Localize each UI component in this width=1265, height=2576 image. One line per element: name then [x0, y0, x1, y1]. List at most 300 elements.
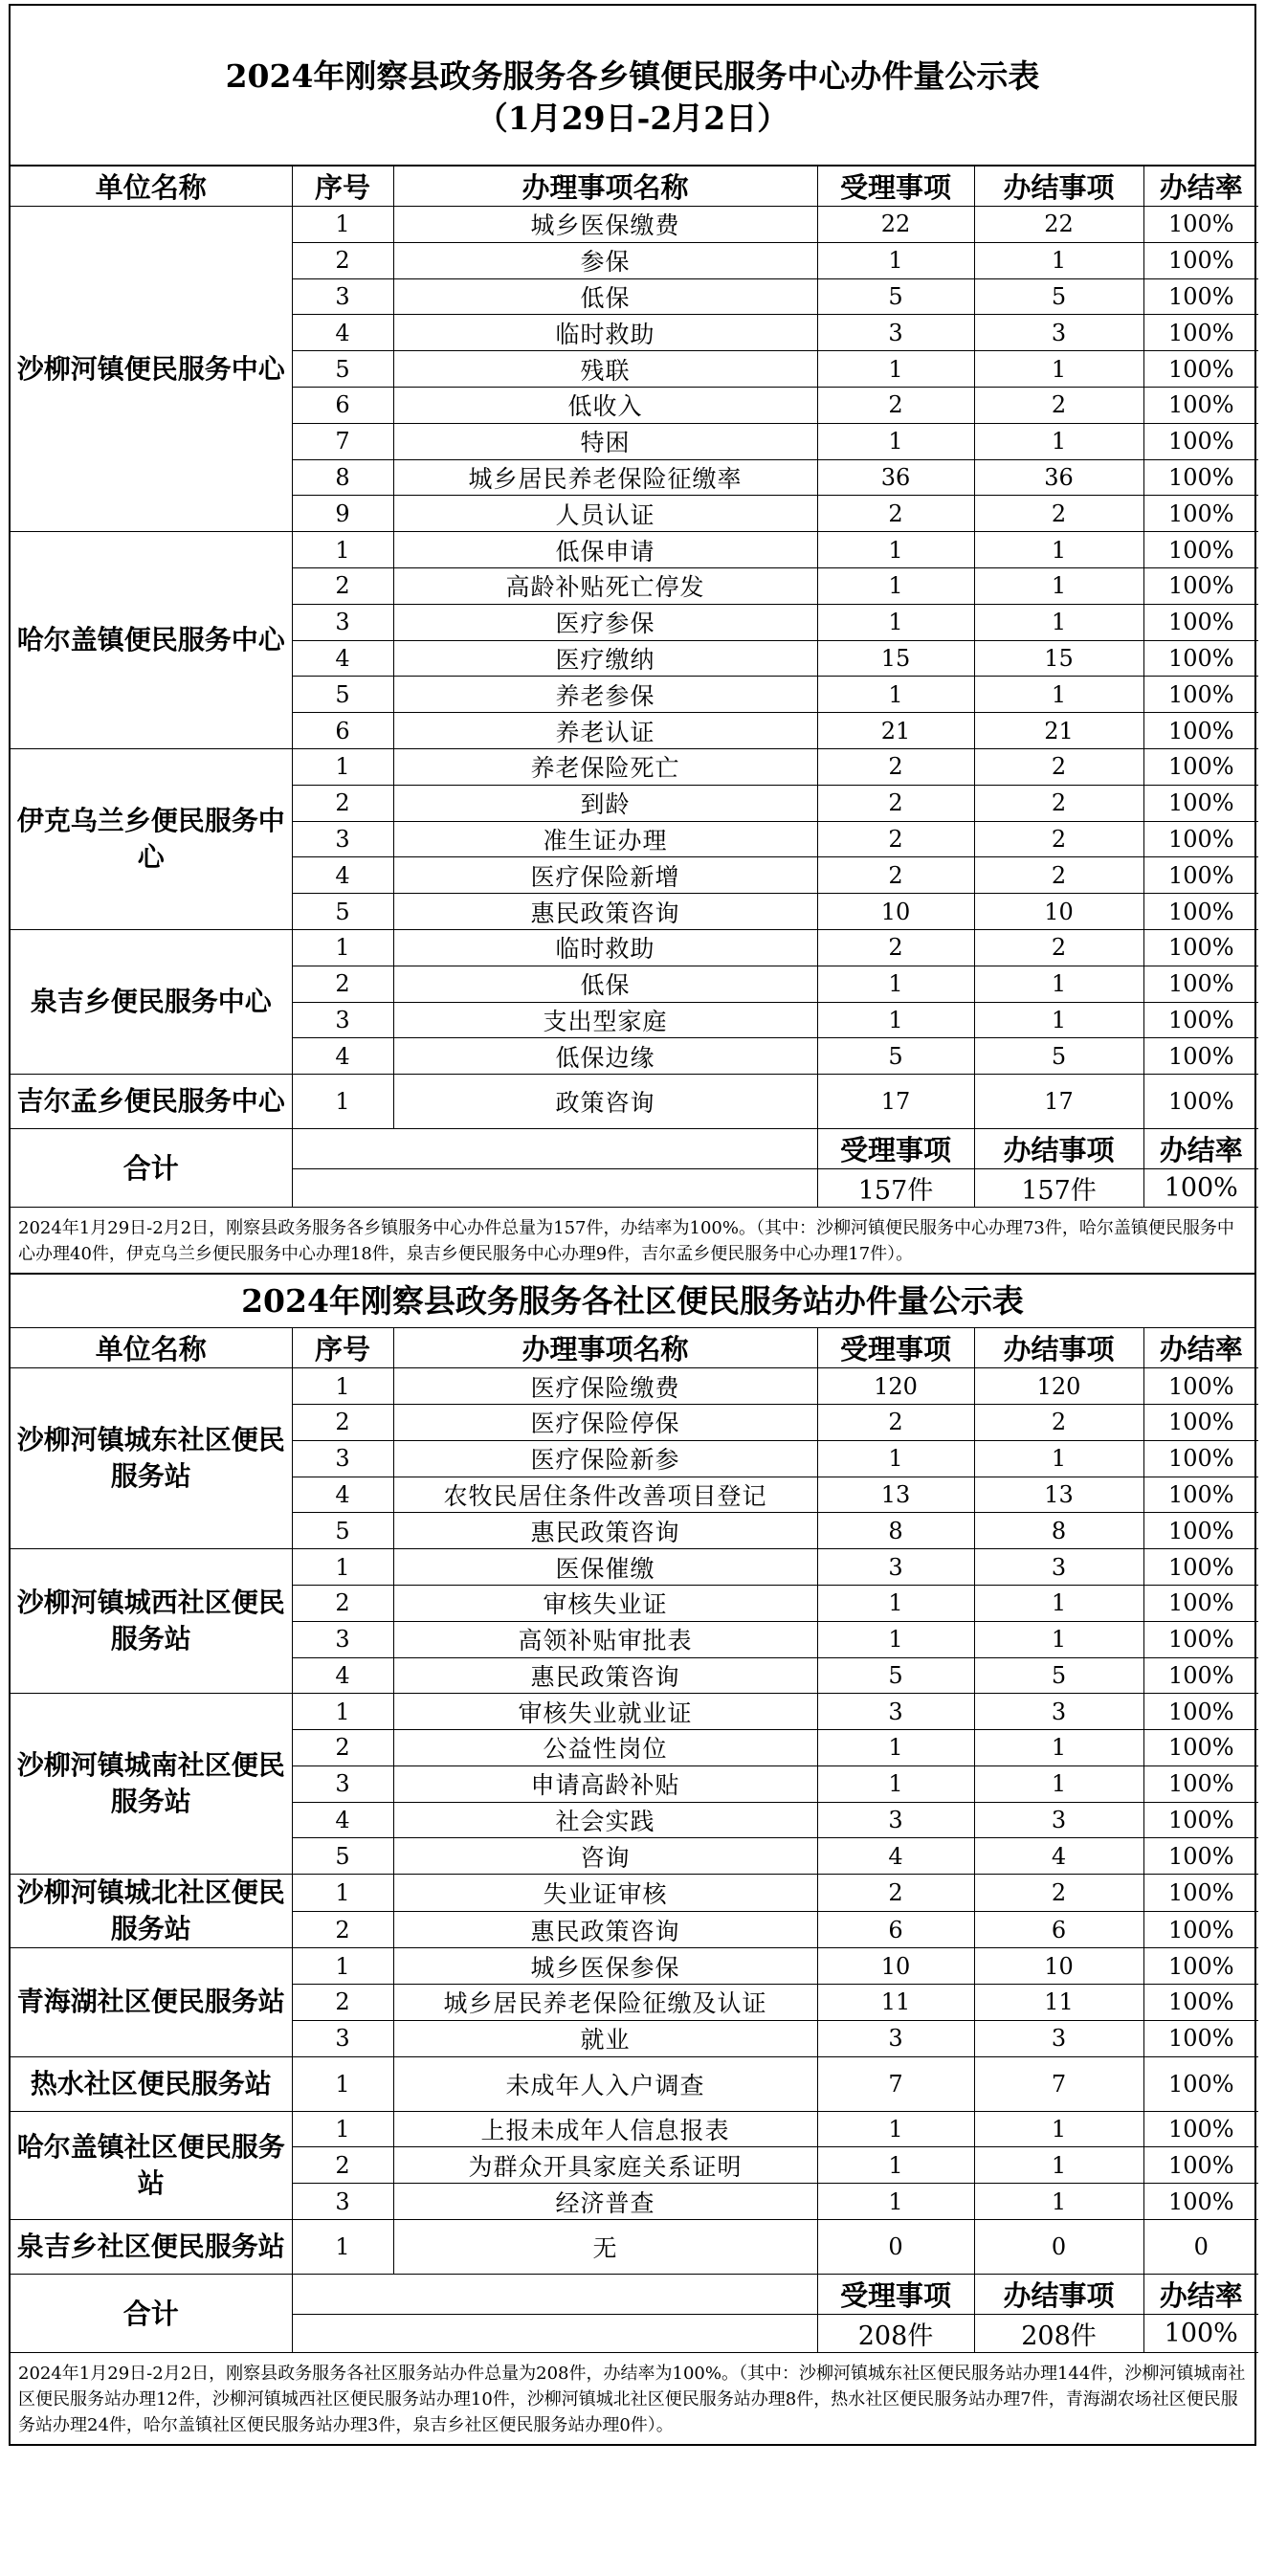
row-item: 医保催缴 — [393, 1549, 817, 1586]
row-index: 2 — [292, 242, 393, 278]
row-received: 11 — [817, 1985, 974, 2021]
section2-title-block — [11, 1275, 1254, 1328]
row-rate: 100% — [1143, 857, 1258, 894]
row-rate: 100% — [1143, 677, 1258, 713]
row-index: 2 — [292, 1730, 393, 1766]
row-rate: 100% — [1143, 2020, 1258, 2056]
row-done: 1 — [974, 2147, 1143, 2184]
row-rate: 100% — [1143, 1585, 1258, 1621]
table-row — [11, 1875, 1258, 1912]
row-received: 1 — [817, 1765, 974, 1802]
row-done: 2 — [974, 496, 1143, 532]
section2-table — [11, 1328, 1258, 2353]
row-done: 5 — [974, 278, 1143, 315]
row-rate: 100% — [1143, 2056, 1258, 2111]
row-item: 经济普查 — [393, 2184, 817, 2220]
row-done: 1 — [974, 351, 1143, 388]
row-item: 残联 — [393, 351, 817, 388]
table-row — [11, 1948, 1258, 1985]
row-received: 1 — [817, 1002, 974, 1038]
row-done: 3 — [974, 1802, 1143, 1838]
section1-total-rate: 100% — [1143, 1169, 1258, 1208]
row-done: 1 — [974, 1765, 1143, 1802]
row-received: 1 — [817, 2184, 974, 2220]
row-received: 1 — [817, 2111, 974, 2147]
row-index: 4 — [292, 640, 393, 677]
table-row — [11, 929, 1258, 966]
row-item: 低保 — [393, 966, 817, 1002]
section1-subtitle: （1月29日-2月2日） — [476, 100, 789, 137]
row-item: 参保 — [393, 242, 817, 278]
header-unit: 单位名称 — [11, 1328, 292, 1368]
row-index: 3 — [292, 821, 393, 857]
section1-total-blank — [292, 1129, 817, 1169]
row-rate: 100% — [1143, 1513, 1258, 1549]
row-item: 无 — [393, 2220, 817, 2275]
header-received: 受理事项 — [817, 167, 974, 207]
row-item: 临时救助 — [393, 315, 817, 351]
table-row — [11, 532, 1258, 568]
row-done: 11 — [974, 1985, 1143, 2021]
row-rate: 100% — [1143, 1075, 1258, 1129]
unit-name: 热水社区便民服务站 — [11, 2056, 292, 2111]
row-item: 惠民政策咨询 — [393, 894, 817, 930]
row-item: 低保 — [393, 278, 817, 315]
header-index: 序号 — [292, 167, 393, 207]
row-index: 2 — [292, 1404, 393, 1440]
row-received: 5 — [817, 1038, 974, 1075]
row-index: 1 — [292, 2220, 393, 2275]
row-rate: 100% — [1143, 423, 1258, 459]
row-rate: 100% — [1143, 1549, 1258, 1586]
row-index: 3 — [292, 2020, 393, 2056]
row-item: 低收入 — [393, 387, 817, 423]
row-index: 3 — [292, 1002, 393, 1038]
row-done: 120 — [974, 1368, 1143, 1405]
header-index: 序号 — [292, 1328, 393, 1368]
row-item: 惠民政策咨询 — [393, 1513, 817, 1549]
row-received: 8 — [817, 1513, 974, 1549]
row-item: 准生证办理 — [393, 821, 817, 857]
row-done: 2 — [974, 785, 1143, 821]
row-done: 21 — [974, 713, 1143, 749]
row-index: 4 — [292, 1038, 393, 1075]
row-rate: 100% — [1143, 1002, 1258, 1038]
row-received: 1 — [817, 532, 974, 568]
row-index: 4 — [292, 315, 393, 351]
row-index: 6 — [292, 387, 393, 423]
document — [9, 4, 1256, 2446]
section1-total-h-done: 办结事项 — [974, 1129, 1143, 1169]
section2-total-h-rate: 办结率 — [1143, 2275, 1258, 2315]
row-index: 3 — [292, 1621, 393, 1657]
row-done: 2 — [974, 857, 1143, 894]
row-rate: 0 — [1143, 2220, 1258, 2275]
row-index: 3 — [292, 2184, 393, 2220]
row-done: 1 — [974, 966, 1143, 1002]
row-received: 3 — [817, 2020, 974, 2056]
row-done: 1 — [974, 1585, 1143, 1621]
row-rate: 100% — [1143, 929, 1258, 966]
row-item: 为群众开具家庭关系证明 — [393, 2147, 817, 2184]
row-index: 2 — [292, 1911, 393, 1948]
row-received: 1 — [817, 677, 974, 713]
row-received: 10 — [817, 894, 974, 930]
row-item: 医疗保险新参 — [393, 1440, 817, 1477]
row-item: 未成年人入户调查 — [393, 2056, 817, 2111]
section2-total-blank — [292, 2275, 817, 2315]
row-item: 审核失业就业证 — [393, 1694, 817, 1730]
row-done: 1 — [974, 242, 1143, 278]
row-received: 2 — [817, 387, 974, 423]
row-rate: 100% — [1143, 785, 1258, 821]
section1-title: 2024年刚察县政务服务各乡镇便民服务中心办件量公示表 — [225, 57, 1040, 95]
row-index: 5 — [292, 351, 393, 388]
row-rate: 100% — [1143, 604, 1258, 640]
row-index: 4 — [292, 1657, 393, 1694]
section2-total-rate: 100% — [1143, 2315, 1258, 2353]
section2-header-row — [11, 1328, 1258, 1368]
section1-total-received: 157件 — [817, 1169, 974, 1208]
row-received: 1 — [817, 567, 974, 604]
row-item: 城乡医保参保 — [393, 1948, 817, 1985]
row-done: 10 — [974, 1948, 1143, 1985]
row-item: 医疗保险新增 — [393, 857, 817, 894]
header-done: 办结事项 — [974, 167, 1143, 207]
row-received: 15 — [817, 640, 974, 677]
section2-total-received: 208件 — [817, 2315, 974, 2353]
row-item: 养老认证 — [393, 713, 817, 749]
section1-header-row — [11, 167, 1258, 207]
row-received: 120 — [817, 1368, 974, 1405]
row-received: 7 — [817, 2056, 974, 2111]
row-done: 3 — [974, 2020, 1143, 2056]
row-rate: 100% — [1143, 1765, 1258, 1802]
row-done: 2 — [974, 821, 1143, 857]
row-rate: 100% — [1143, 748, 1258, 785]
row-received: 10 — [817, 1948, 974, 1985]
row-done: 10 — [974, 894, 1143, 930]
unit-name: 沙柳河镇城东社区便民服务站 — [11, 1368, 292, 1549]
row-rate: 100% — [1143, 1621, 1258, 1657]
row-received: 2 — [817, 821, 974, 857]
unit-name: 哈尔盖镇便民服务中心 — [11, 532, 292, 749]
row-done: 1 — [974, 567, 1143, 604]
section2-total-label: 合计 — [11, 2275, 292, 2353]
row-received: 1 — [817, 242, 974, 278]
row-done: 2 — [974, 1404, 1143, 1440]
row-received: 3 — [817, 1549, 974, 1586]
row-index: 1 — [292, 1075, 393, 1129]
row-received: 5 — [817, 1657, 974, 1694]
row-received: 1 — [817, 1440, 974, 1477]
row-rate: 100% — [1143, 2111, 1258, 2147]
row-done: 1 — [974, 1440, 1143, 1477]
row-received: 1 — [817, 966, 974, 1002]
unit-name: 沙柳河镇便民服务中心 — [11, 207, 292, 532]
row-rate: 100% — [1143, 567, 1258, 604]
row-index: 2 — [292, 966, 393, 1002]
row-item: 养老参保 — [393, 677, 817, 713]
row-index: 3 — [292, 604, 393, 640]
row-received: 1 — [817, 604, 974, 640]
row-item: 公益性岗位 — [393, 1730, 817, 1766]
section2-title: 2024年刚察县政务服务各社区便民服务站办件量公示表 — [241, 1282, 1024, 1321]
row-received: 1 — [817, 1621, 974, 1657]
row-index: 2 — [292, 1585, 393, 1621]
row-index: 5 — [292, 677, 393, 713]
row-done: 2 — [974, 387, 1143, 423]
row-done: 3 — [974, 1549, 1143, 1586]
table-row — [11, 207, 1258, 243]
row-item: 就业 — [393, 2020, 817, 2056]
row-index: 5 — [292, 1838, 393, 1875]
row-item: 审核失业证 — [393, 1585, 817, 1621]
section2-total-h-done: 办结事项 — [974, 2275, 1143, 2315]
row-index: 2 — [292, 2147, 393, 2184]
row-item: 城乡医保缴费 — [393, 207, 817, 243]
row-rate: 100% — [1143, 1694, 1258, 1730]
row-index: 1 — [292, 1694, 393, 1730]
row-done: 1 — [974, 1730, 1143, 1766]
table-row — [11, 1694, 1258, 1730]
row-done: 15 — [974, 640, 1143, 677]
row-rate: 100% — [1143, 496, 1258, 532]
row-index: 9 — [292, 496, 393, 532]
row-index: 1 — [292, 1368, 393, 1405]
row-index: 2 — [292, 567, 393, 604]
row-received: 36 — [817, 459, 974, 496]
unit-name: 伊克乌兰乡便民服务中心 — [11, 748, 292, 929]
row-rate: 100% — [1143, 1802, 1258, 1838]
row-index: 1 — [292, 2056, 393, 2111]
row-item: 临时救助 — [393, 929, 817, 966]
row-received: 2 — [817, 857, 974, 894]
row-item: 支出型家庭 — [393, 1002, 817, 1038]
row-done: 17 — [974, 1075, 1143, 1129]
row-received: 3 — [817, 1802, 974, 1838]
row-received: 5 — [817, 278, 974, 315]
row-item: 城乡居民养老保险征缴率 — [393, 459, 817, 496]
row-received: 2 — [817, 1404, 974, 1440]
row-rate: 100% — [1143, 640, 1258, 677]
row-rate: 100% — [1143, 1911, 1258, 1948]
section1-total-h-received: 受理事项 — [817, 1129, 974, 1169]
row-rate: 100% — [1143, 821, 1258, 857]
row-received: 2 — [817, 1875, 974, 1912]
row-done: 3 — [974, 315, 1143, 351]
row-item: 特困 — [393, 423, 817, 459]
row-done: 22 — [974, 207, 1143, 243]
table-row — [11, 1549, 1258, 1586]
row-item: 政策咨询 — [393, 1075, 817, 1129]
row-done: 1 — [974, 2184, 1143, 2220]
row-done: 1 — [974, 423, 1143, 459]
header-rate: 办结率 — [1143, 1328, 1258, 1368]
row-rate: 100% — [1143, 387, 1258, 423]
row-received: 4 — [817, 1838, 974, 1875]
section2-note: 2024年1月29日-2月2日，刚察县政务服务各社区服务站办件总量为208件，办结率为100%。（其中：沙柳河镇城东社区便民服务站办理144件，沙柳河镇城南社区便民服务站办理12件，沙柳河镇城西社区便民服务站办理10件，沙柳河镇城北社区便民服务站办理8件，热水社区便民服务站办理7件，青海湖农场社区便民服务站办理24件，哈尔盖镇社区便民服务站办理3件，泉吉乡社区便民服务站办理0件）。 — [18, 2364, 1246, 2436]
section1-total-header-row — [11, 1129, 1258, 1169]
row-rate: 100% — [1143, 1730, 1258, 1766]
row-done: 1 — [974, 1621, 1143, 1657]
row-item: 高领补贴审批表 — [393, 1621, 817, 1657]
row-index: 4 — [292, 1802, 393, 1838]
row-received: 13 — [817, 1477, 974, 1513]
row-received: 2 — [817, 929, 974, 966]
row-item: 到龄 — [393, 785, 817, 821]
row-item: 社会实践 — [393, 1802, 817, 1838]
row-rate: 100% — [1143, 1657, 1258, 1694]
header-done: 办结事项 — [974, 1328, 1143, 1368]
row-item: 医疗保险停保 — [393, 1404, 817, 1440]
row-received: 2 — [817, 785, 974, 821]
row-item: 低保边缘 — [393, 1038, 817, 1075]
row-rate: 100% — [1143, 242, 1258, 278]
section1-total-label: 合计 — [11, 1129, 292, 1208]
row-item: 医疗保险缴费 — [393, 1368, 817, 1405]
row-done: 13 — [974, 1477, 1143, 1513]
row-received: 1 — [817, 351, 974, 388]
unit-name: 沙柳河镇城南社区便民服务站 — [11, 1694, 292, 1875]
row-index: 6 — [292, 713, 393, 749]
row-done: 1 — [974, 677, 1143, 713]
header-item: 办理事项名称 — [393, 167, 817, 207]
section2-total-header-row — [11, 2275, 1258, 2315]
unit-name: 哈尔盖镇社区便民服务站 — [11, 2111, 292, 2219]
row-rate: 100% — [1143, 278, 1258, 315]
row-rate: 100% — [1143, 1404, 1258, 1440]
row-received: 22 — [817, 207, 974, 243]
row-done: 5 — [974, 1038, 1143, 1075]
row-index: 3 — [292, 1765, 393, 1802]
header-item: 办理事项名称 — [393, 1328, 817, 1368]
table-row — [11, 2220, 1258, 2275]
unit-name: 泉吉乡便民服务中心 — [11, 929, 292, 1074]
row-done: 6 — [974, 1911, 1143, 1948]
row-index: 1 — [292, 1549, 393, 1586]
row-item: 惠民政策咨询 — [393, 1657, 817, 1694]
unit-name: 吉尔孟乡便民服务中心 — [11, 1075, 292, 1129]
section1-table — [11, 167, 1258, 1208]
row-received: 6 — [817, 1911, 974, 1948]
row-index: 1 — [292, 2111, 393, 2147]
row-rate: 100% — [1143, 966, 1258, 1002]
row-index: 3 — [292, 278, 393, 315]
row-received: 1 — [817, 2147, 974, 2184]
row-received: 21 — [817, 713, 974, 749]
row-rate: 100% — [1143, 532, 1258, 568]
unit-name: 青海湖社区便民服务站 — [11, 1948, 292, 2056]
row-rate: 100% — [1143, 894, 1258, 930]
row-index: 8 — [292, 459, 393, 496]
section1-title-block — [11, 6, 1254, 167]
table-row — [11, 2111, 1258, 2147]
section2-total-h-received: 受理事项 — [817, 2275, 974, 2315]
row-rate: 100% — [1143, 1948, 1258, 1985]
unit-name: 泉吉乡社区便民服务站 — [11, 2220, 292, 2275]
row-index: 1 — [292, 748, 393, 785]
row-rate: 100% — [1143, 2184, 1258, 2220]
row-item: 高龄补贴死亡停发 — [393, 567, 817, 604]
row-done: 1 — [974, 2111, 1143, 2147]
row-rate: 100% — [1143, 713, 1258, 749]
row-rate: 100% — [1143, 351, 1258, 388]
row-index: 1 — [292, 929, 393, 966]
header-unit: 单位名称 — [11, 167, 292, 207]
row-received: 17 — [817, 1075, 974, 1129]
row-rate: 100% — [1143, 207, 1258, 243]
row-received: 3 — [817, 1694, 974, 1730]
row-item: 医疗缴纳 — [393, 640, 817, 677]
row-done: 2 — [974, 1875, 1143, 1912]
section2-total-blank2 — [292, 2315, 817, 2353]
row-index: 4 — [292, 857, 393, 894]
row-rate: 100% — [1143, 2147, 1258, 2184]
row-item: 低保申请 — [393, 532, 817, 568]
row-index: 1 — [292, 207, 393, 243]
row-index: 1 — [292, 1875, 393, 1912]
section1-note: 2024年1月29日-2月2日，刚察县政务服务各乡镇服务中心办件总量为157件，办结率为100%。（其中：沙柳河镇便民服务中心办理73件，哈尔盖镇便民服务中心办理40件，伊克乌兰乡便民服务中心办理18件，泉吉乡便民服务中心办理9件，吉尔孟乡便民服务中心办理17件）。 — [11, 1208, 1254, 1275]
row-item: 城乡居民养老保险征缴及认证 — [393, 1985, 817, 2021]
row-index: 4 — [292, 1477, 393, 1513]
row-done: 1 — [974, 604, 1143, 640]
unit-name: 沙柳河镇城西社区便民服务站 — [11, 1549, 292, 1694]
row-rate: 100% — [1143, 1875, 1258, 1912]
header-rate: 办结率 — [1143, 167, 1258, 207]
section2-total-done: 208件 — [974, 2315, 1143, 2353]
row-rate: 100% — [1143, 1440, 1258, 1477]
section1-total-done: 157件 — [974, 1169, 1143, 1208]
row-rate: 100% — [1143, 1368, 1258, 1405]
row-index: 2 — [292, 785, 393, 821]
table-row — [11, 748, 1258, 785]
row-done: 1 — [974, 1002, 1143, 1038]
row-done: 2 — [974, 929, 1143, 966]
row-done: 7 — [974, 2056, 1143, 2111]
row-done: 3 — [974, 1694, 1143, 1730]
header-received: 受理事项 — [817, 1328, 974, 1368]
row-done: 4 — [974, 1838, 1143, 1875]
table-row — [11, 1075, 1258, 1129]
row-item: 惠民政策咨询 — [393, 1911, 817, 1948]
row-index: 1 — [292, 532, 393, 568]
row-item: 养老保险死亡 — [393, 748, 817, 785]
row-rate: 100% — [1143, 1838, 1258, 1875]
table-row — [11, 1368, 1258, 1405]
row-done: 8 — [974, 1513, 1143, 1549]
row-item: 上报未成年人信息报表 — [393, 2111, 817, 2147]
row-item: 失业证审核 — [393, 1875, 817, 1912]
row-done: 36 — [974, 459, 1143, 496]
row-rate: 100% — [1143, 1038, 1258, 1075]
row-item: 咨询 — [393, 1838, 817, 1875]
row-index: 1 — [292, 1948, 393, 1985]
row-item: 农牧民居住条件改善项目登记 — [393, 1477, 817, 1513]
row-index: 5 — [292, 1513, 393, 1549]
row-done: 1 — [974, 532, 1143, 568]
row-received: 2 — [817, 496, 974, 532]
row-index: 3 — [292, 1440, 393, 1477]
row-index: 5 — [292, 894, 393, 930]
row-item: 医疗参保 — [393, 604, 817, 640]
row-index: 7 — [292, 423, 393, 459]
section1-total-blank2 — [292, 1169, 817, 1208]
row-item: 申请高龄补贴 — [393, 1765, 817, 1802]
row-received: 3 — [817, 315, 974, 351]
row-received: 2 — [817, 748, 974, 785]
row-received: 1 — [817, 1730, 974, 1766]
